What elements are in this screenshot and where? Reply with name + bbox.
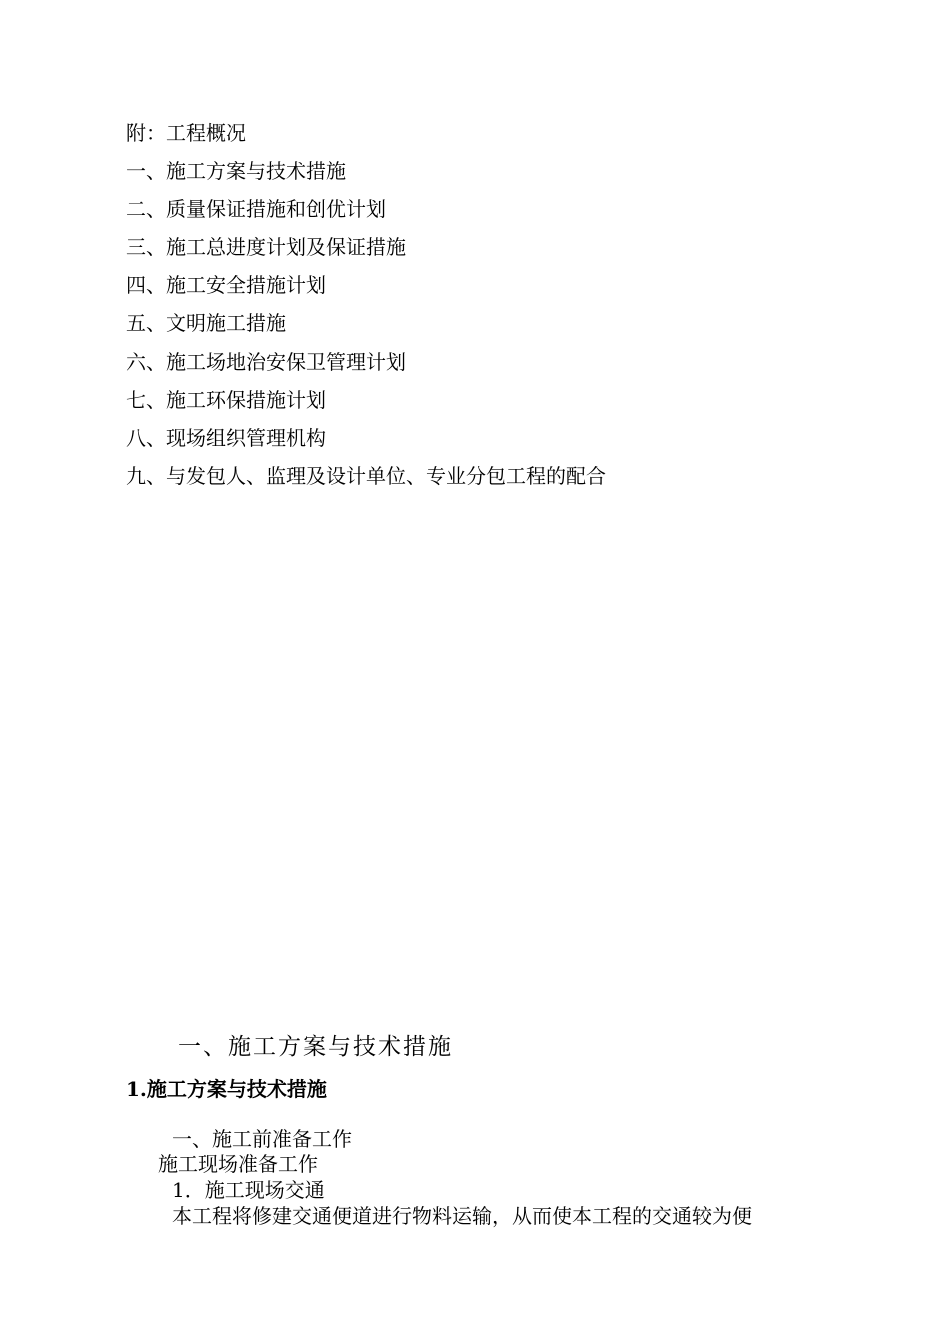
body-subheading-site-preparation: 施工现场准备工作 [158,1152,318,1176]
toc-item: 一、施工方案与技术措施 [126,159,346,184]
toc-item: 九、与发包人、监理及设计单位、专业分包工程的配合 [126,463,606,488]
body-paragraph: 本工程将修建交通便道进行物料运输，从而使本工程的交通较为便 [172,1204,752,1228]
toc-item: 二、质量保证措施和创优计划 [126,197,386,222]
toc-item: 五、文明施工措施 [126,311,286,336]
toc-item: 七、施工环保措施计划 [126,387,326,412]
section-title: 一、施工方案与技术措施 [178,1034,453,1060]
table-of-contents [126,114,606,495]
toc-item: 八、现场组织管理机构 [126,425,326,450]
toc-item: 四、施工安全措施计划 [126,273,326,298]
toc-item: 六、施工场地治安保卫管理计划 [126,349,406,374]
body-item-site-traffic: 1．施工现场交通 [172,1178,325,1202]
toc-item: 附：工程概况 [126,121,246,145]
subsection-heading: 1.施工方案与技术措施 [126,1077,327,1101]
body-heading-preparation: 一、施工前准备工作 [172,1127,352,1151]
toc-item: 三、施工总进度计划及保证措施 [126,235,406,260]
